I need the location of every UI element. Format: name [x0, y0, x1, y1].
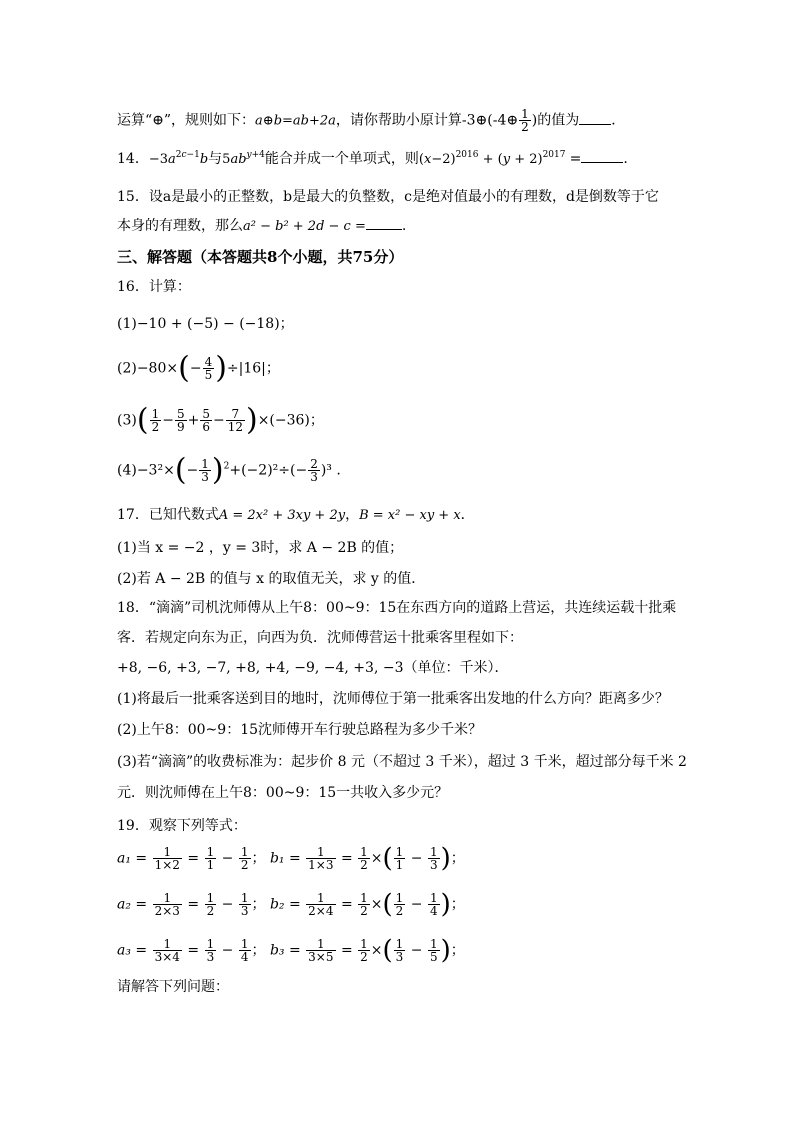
question-18-line-2: 客．若规定向东为正，向西为负．沈师傅营运十批乘客里程如下：: [117, 630, 523, 646]
question-18-line-1: 18．“滴滴”司机沈师傅从上午8：00~9：15在东西方向的道路上营运，共连续运载十批乘: [117, 600, 677, 616]
answer-blank[interactable]: [579, 112, 611, 125]
q17-part-1: (1)当 x = −2 ，y = 3时，求 A − 2B 的值；: [117, 540, 404, 556]
question-15-line-1: 15．设a是最小的正整数，b是最大的负整数，c是绝对值最小的有理数，d是倒数等于它: [117, 189, 659, 205]
q14-text: 能合并成一个单项式，则: [264, 151, 419, 167]
q14-number: 14．: [117, 151, 149, 167]
question-16-title: 16．计算：: [117, 279, 191, 295]
q14-connector: 与: [208, 151, 223, 167]
q19-equation-row-2: a₂ = $\frac{1}{2\times 3}$ = $\frac{1}{2}$ − $\frac{1}{3}$ ； b₂ = $\frac{1}{2\times 4}$ = $\frac{1}{2}$ ×( $\frac{1}{2}$ − $\frac{1}{4}$ )；: [117, 889, 465, 920]
q18-part-2: (2)上午8：00~9：15沈师傅开车行驶总路程为多少千米？: [117, 722, 483, 738]
question-17-title: 17．已知代数式A = 2x² + 3xy + 2y，B = x² − xy + x．: [117, 507, 475, 523]
q14-expression: $(x-2)^{2016} + (y + 2)^{2017}$: [418, 150, 566, 167]
q16-part-1: (1)−10 + (−5) − (−18)；: [117, 316, 294, 332]
section-3-heading: 三、解答题（本答题共8个小题，共75分）: [117, 248, 404, 266]
q14-term-2: $5ab^{y+4}$: [222, 150, 265, 167]
q19-equation-row-1: a₁ = $\frac{1}{1\times 2}$ = $\frac{1}{1}$ − $\frac{1}{2}$ ； b₁ = $\frac{1}{1\times 3}$ = $\frac{1}{2}$ ×( $\frac{1}{1}$ − $\frac{1}{3}$ )；: [117, 843, 465, 874]
q14-term-1: $-3a^{2c-1}b$: [148, 150, 209, 167]
question-15-line-2: 本身的有理数，那么a² − b² + 2d − c = .: [117, 218, 407, 234]
q16-part-3: (3)( $\frac{1}{2}$ − $\frac{5}{9}$ + $\frac{5}{6}$ − $\frac{7}{12}$ )×(−36)；: [117, 402, 324, 438]
expression-B: B = x² − xy + x: [359, 508, 461, 523]
q16-part-2: (2)−80×(− $\frac{4}{5}$ )÷|16|；: [117, 350, 280, 386]
q13-rule: a⊕b=ab+2a: [255, 113, 336, 129]
expression-A: A = 2x² + 3xy + 2y: [218, 508, 346, 523]
question-14-line: 14．$-3a^{2c-1}b$与$5ab^{y+4}$能合并成一个单项式，则$(x-2)^{2016} + (y + 2)^{2017}$ = .: [117, 150, 628, 167]
question-13-line: 运算“⊕”，规则如下：a⊕b=ab+2a，请你帮助小原计算-3⊕(-4⊕ $\frac{1}{2}$ )的值为 ．: [117, 107, 626, 134]
q18-part-3-line-1: (3)若“滴滴”的收费标准为：起步价 8 元（不超过 3 千米），超过 3 千米，超过部分每千米 2: [117, 754, 687, 770]
q19-prompt: 请解答下列问题：: [117, 979, 229, 995]
answer-blank[interactable]: [366, 217, 402, 230]
q13-fraction: $\frac{1}{2}$: [521, 107, 529, 134]
q15-expression: a² − b² + 2d − c =: [243, 219, 366, 234]
q17-part-2: (2)若 A − 2B 的值与 x 的取值无关，求 y 的值．: [117, 571, 426, 587]
q19-equation-row-3: a₃ = $\frac{1}{3\times 4}$ = $\frac{1}{3}$ − $\frac{1}{4}$ ； b₃ = $\frac{1}{3\times 5}$ = $\frac{1}{2}$ ×( $\frac{1}{3}$ − $\frac{1}{5}$ )；: [117, 935, 465, 966]
q18-mileage-data: +8, −6, +3, −7, +8, +4, −9, −4, +3, −3（单位：千米）．: [117, 660, 509, 676]
q16-part-4: (4)−3²×(− $\frac{1}{3}$ )$^2$+(−2)²÷(− $\frac{2}{3}$ )³ .: [117, 452, 341, 488]
q18-part-3-line-2: 元．则沈师傅在上午8：00~9：15一共收入多少元？: [117, 785, 449, 801]
q13-prefix: 运算“⊕”，规则如下：: [117, 112, 256, 129]
q18-part-1: (1)将最后一批乘客送到目的地时，沈师傅位于第一批乘客出发地的什么方向？距离多少？: [117, 691, 669, 707]
q13-middle: ，请你帮助小原计算-3⊕(-4⊕: [335, 112, 519, 129]
question-19-title: 19．观察下列等式：: [117, 818, 247, 834]
answer-blank[interactable]: [581, 150, 623, 163]
q13-suffix: )的值为: [531, 112, 580, 129]
